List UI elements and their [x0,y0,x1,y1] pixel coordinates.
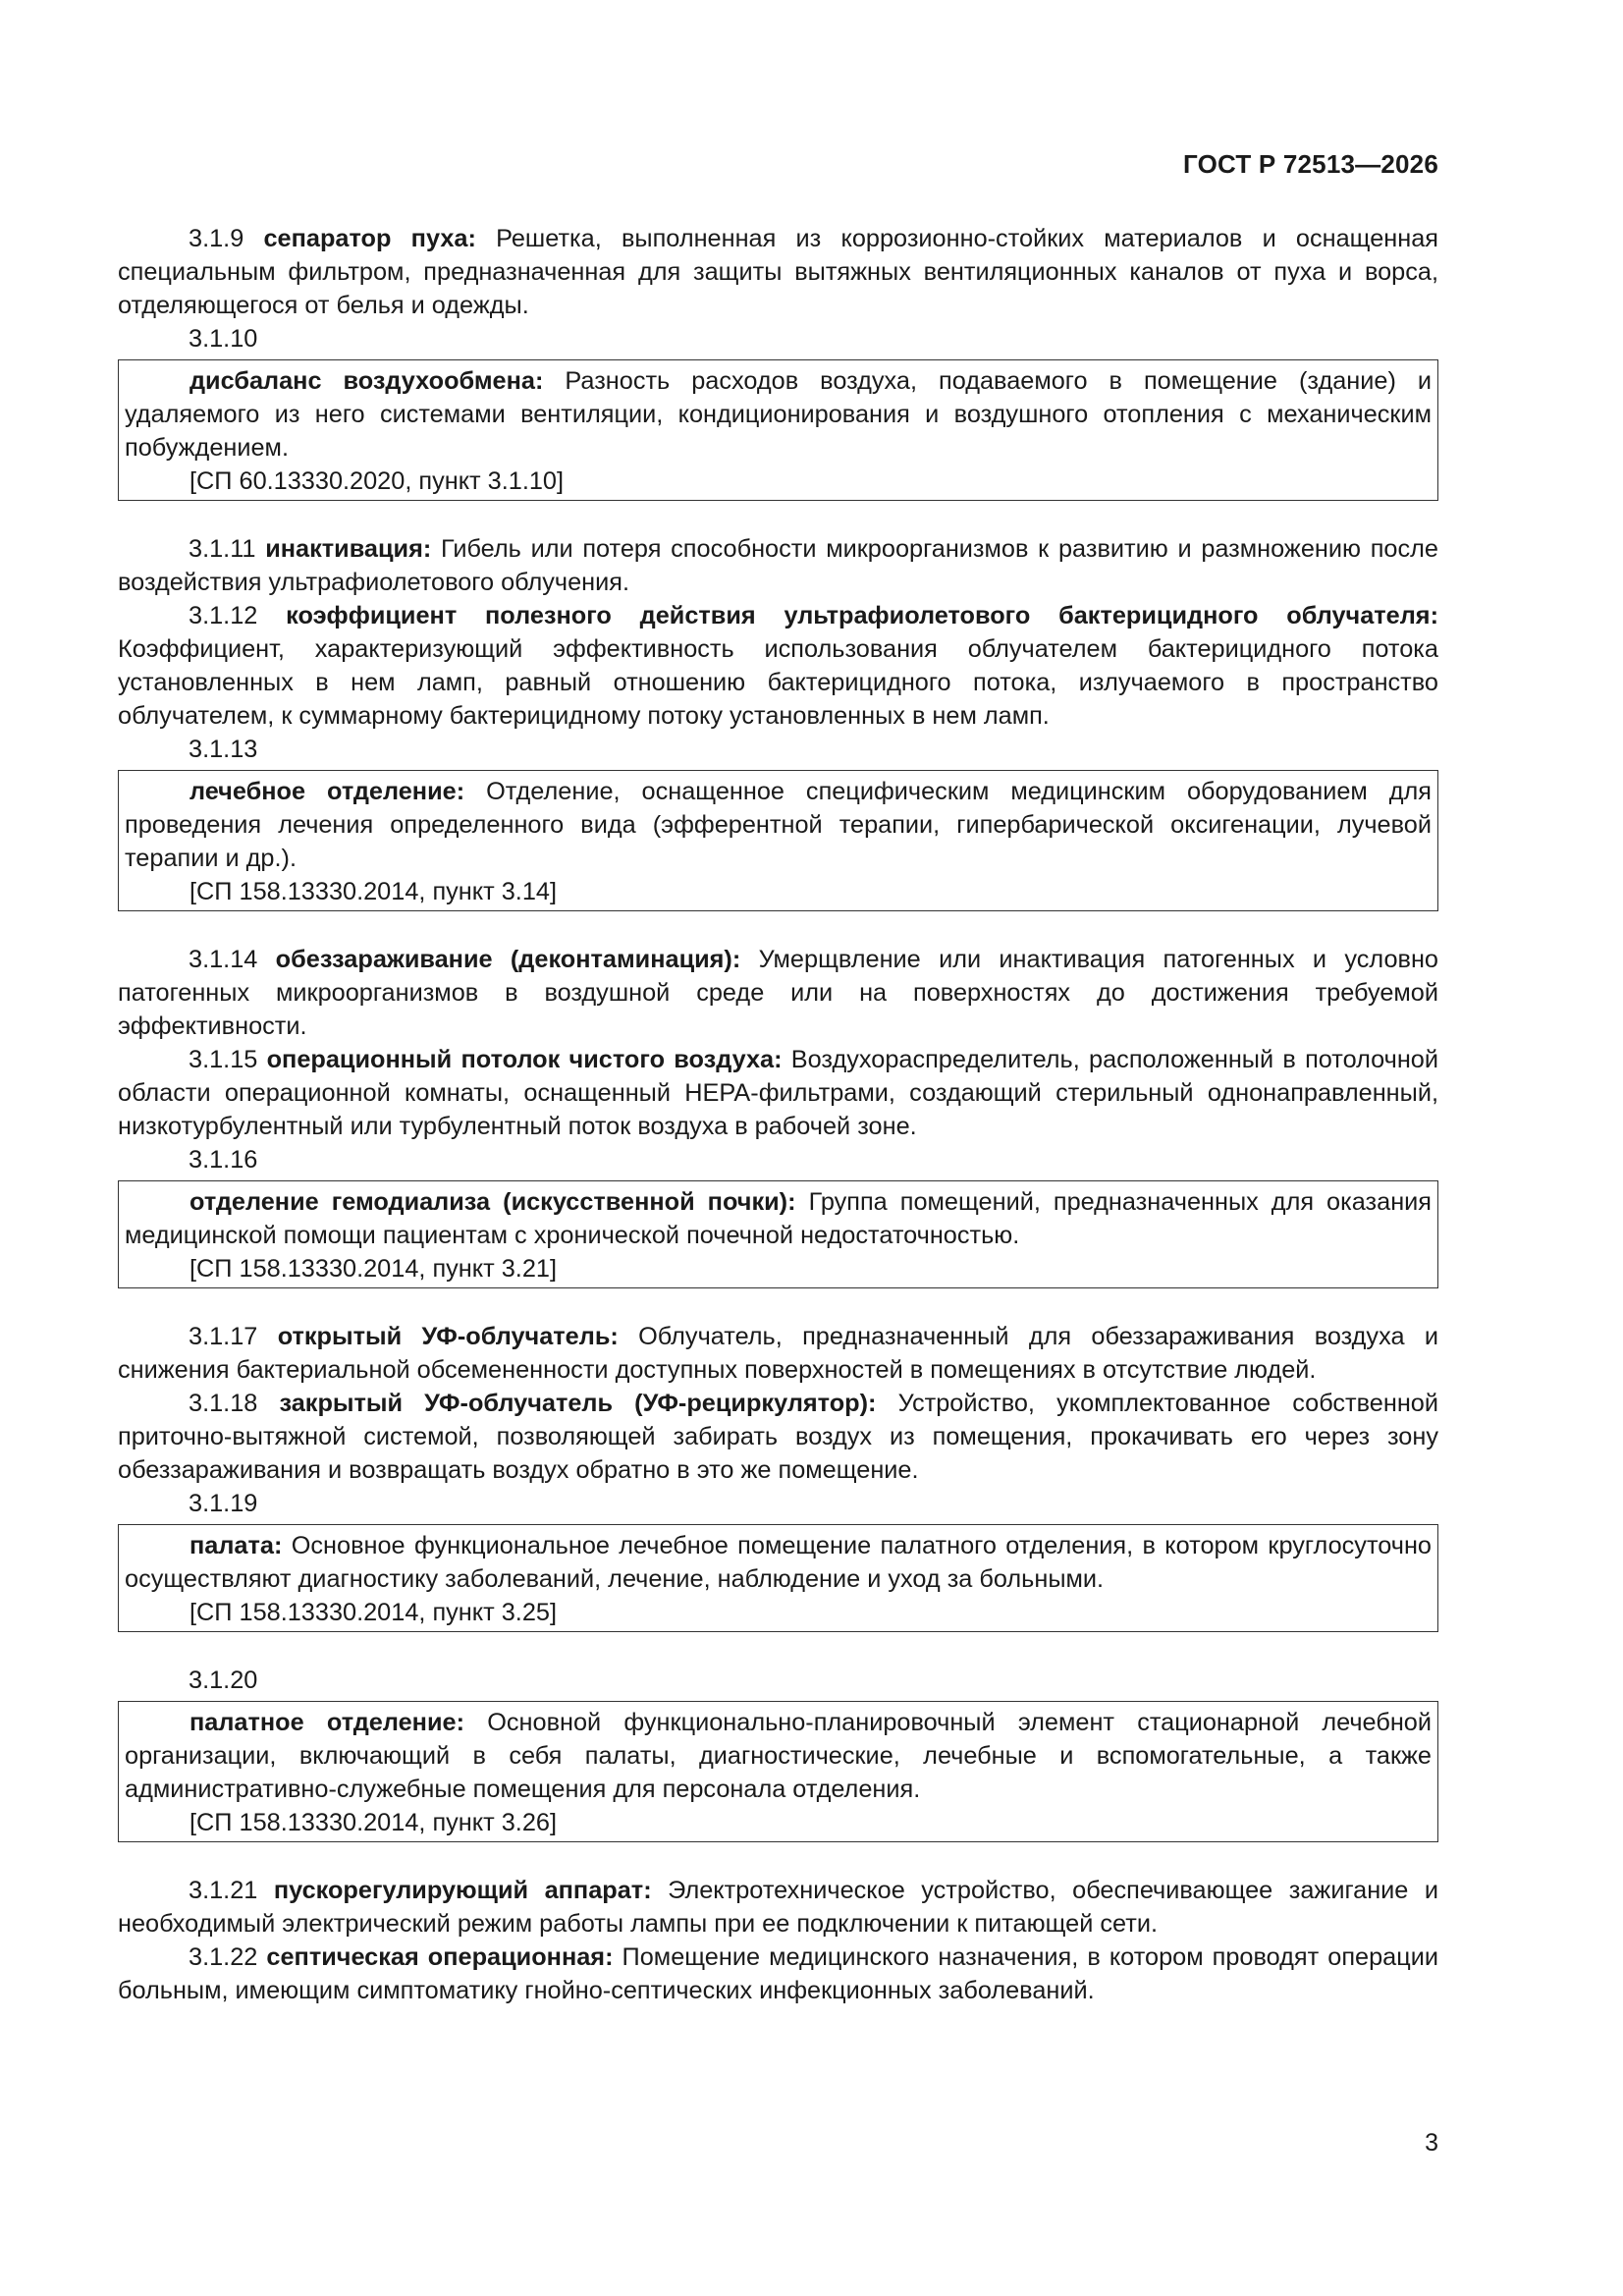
definition-text: Умерщвление или инактивация патогенных и условно патогенных микроорганизмов в воздушной среде или на поверхностях до достижения требуемой эффективности. [118,946,1438,1040]
clause-number: 3.1.21 [189,1877,258,1904]
term: лечебное отделение: [189,778,465,805]
clause-number-3-1-10: 3.1.10 [189,325,258,353]
clause-number-3-1-20: 3.1.20 [189,1667,258,1694]
quoted-definition-box [118,770,1438,911]
term: дисбаланс воздухообмена: [189,367,544,395]
definition-3-1-15 [118,1043,1438,1143]
definition-text: Группа помещений, предназначенных для оказания медицинской помощи пациентам с хронической почечной недостаточностью. [125,1188,1433,1249]
clause-number: 3.1.11 [189,535,256,563]
term: отделение гемодиализа (искусственной почки): [189,1188,796,1216]
clause-number: 3.1.17 [189,1323,258,1350]
source-reference: [СП 60.13330.2020, пункт 3.1.10] [189,467,565,495]
term: закрытый УФ-облучатель (УФ-рециркулятор): [279,1390,877,1417]
definition-3-1-14 [118,943,1438,1043]
definition-3-1-18 [118,1387,1438,1487]
clause-number: 3.1.14 [189,946,258,973]
definition-text: Электротехническое устройство, обеспечивающее зажигание и необходимый электрический режим работы лампы при ее подключении к питающей сети. [118,1877,1439,1938]
term: операционный потолок чистого воздуха: [266,1046,783,1073]
definition-text: Основной функционально-планировочный элемент стационарной лечебной организации, включающий в себя палаты, диагностические, лечебные и вспомогательные, а также административно-служебные помещения для персонала отделения. [125,1709,1433,1803]
quoted-definition-box [118,1701,1438,1842]
clause-number: 3.1.12 [189,602,258,629]
term: обеззараживание (деконтаминация): [275,946,741,973]
definitions-section [118,222,1438,2007]
source-reference: [СП 158.13330.2014, пункт 3.26] [189,1809,557,1836]
term: открытый УФ-облучатель: [277,1323,619,1350]
source-reference: [СП 158.13330.2014, пункт 3.25] [189,1599,557,1626]
definition-3-1-17 [118,1320,1438,1387]
term: палата: [189,1532,283,1559]
term: септическая операционная: [266,1943,614,1971]
definition-3-1-9 [118,222,1438,322]
term: инактивация: [265,535,432,563]
definition-3-1-12 [118,599,1438,733]
definition-text: Гибель или потеря способности микроорганизмов к развитию и размножению после воздействия ультрафиолетового облучения. [118,535,1438,596]
definition-text: Устройство, укомплектованное собственной приточно-вытяжной системой, позволяющей забирать воздух из помещения, прокачивать его через зону обеззараживания и возвращать воздух обратно в это же помещение. [118,1390,1438,1484]
quoted-definition-box [118,1524,1438,1632]
definition-3-1-11 [118,532,1438,599]
definition-3-1-21 [118,1874,1438,1941]
definition-text: Воздухораспределитель, расположенный в потолочной области операционной комнаты, оснащенный HEPA-фильтрами, создающий стерильный однонаправленный, низкотурбулентный или турбулентный поток воздуха в рабочей зоне. [118,1046,1438,1140]
definition-3-1-10 [125,364,1432,465]
definition-text: Отделение, оснащенное специфическим медицинским оборудованием для проведения лечения определенного вида (эфферентной терапии, гипербарической оксигенации, лучевой терапии и др.). [125,778,1433,872]
definition-3-1-13 [125,775,1432,875]
definition-3-1-19 [125,1529,1432,1596]
definition-text: Основное функциональное лечебное помещение палатного отделения, в котором круглосуточно осуществляют диагностику заболеваний, лечение, наблюдение и уход за больными. [125,1532,1432,1593]
source-reference: [СП 158.13330.2014, пункт 3.14] [189,878,557,905]
clause-number: 3.1.22 [189,1943,258,1971]
definition-text: Коэффициент, характеризующий эффективность использования облучателем бактерицидного потока установленных в нем ламп, равный отношению бактерицидного потока, излучаемого в пространство облучателем, к суммарному бактерицидному потоку установленных в нем ламп. [118,635,1438,730]
definition-3-1-22 [118,1941,1438,2007]
page-number: 3 [1425,2129,1438,2157]
term: пускорегулирующий аппарат: [273,1877,652,1904]
definition-text: Решетка, выполненная из коррозионно-стойких материалов и оснащенная специальным фильтром, предназначенная для защиты вытяжных вентиляционных каналов от пуха и ворса, отделяющегося от белья и одежды. [118,225,1438,319]
quoted-definition-box [118,1180,1438,1288]
clause-number: 3.1.18 [189,1390,258,1417]
quoted-definition-box [118,359,1438,501]
term: сепаратор пуха: [263,225,476,252]
definition-text: Помещение медицинского назначения, в котором проводят операции больным, имеющим симптоматику гнойно-септических инфекционных заболеваний. [118,1943,1438,2004]
clause-number-3-1-16: 3.1.16 [189,1146,258,1174]
clause-number: 3.1.9 [189,225,244,252]
definition-text: Облучатель, предназначенный для обеззараживания воздуха и снижения бактериальной обсемененности доступных поверхностей в помещениях в отсутствие людей. [118,1323,1438,1384]
clause-number: 3.1.15 [189,1046,258,1073]
term: коэффициент полезного действия ультрафиолетового бактерицидного облучателя: [286,602,1438,629]
source-reference: [СП 158.13330.2014, пункт 3.21] [189,1255,557,1283]
definition-3-1-16 [125,1185,1432,1252]
clause-number-3-1-13: 3.1.13 [189,736,258,763]
clause-number-3-1-19: 3.1.19 [189,1490,258,1517]
term: палатное отделение: [189,1709,465,1736]
document-code: ГОСТ Р 72513—2026 [1183,149,1438,179]
definition-text: Разность расходов воздуха, подаваемого в помещение (здание) и удаляемого из него системами вентиляции, кондиционирования и воздушного отопления с механическим побуждением. [125,367,1432,462]
definition-3-1-20 [125,1706,1432,1806]
